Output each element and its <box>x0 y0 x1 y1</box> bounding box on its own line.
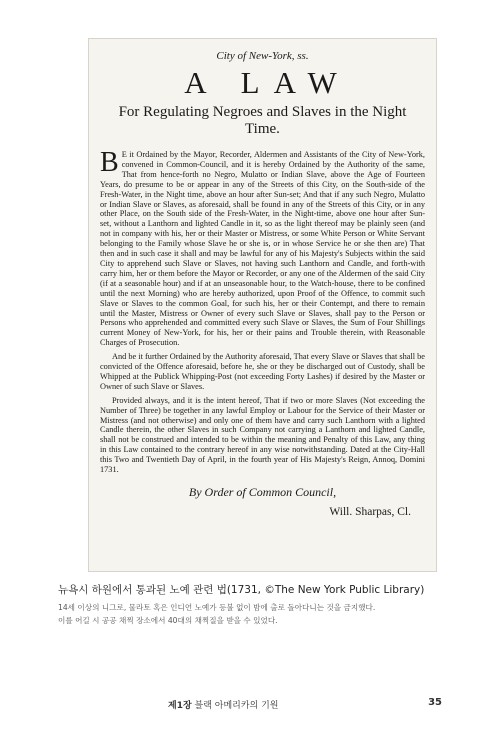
figure-note-line-1: 14세 이상의 니그로, 물라토 혹은 인디언 노예가 등불 없이 밤에 출로 돌아다니는 것을 금지했다. <box>58 603 376 612</box>
chapter-heading <box>168 698 279 711</box>
figure-note-line-2: 이를 어길 시 공공 채찍 장소에서 40대의 채찍질을 받을 수 있었다. <box>58 616 278 625</box>
order-line: By Order of Common Council, <box>188 485 337 499</box>
law-document-scan <box>88 38 437 572</box>
drop-cap: B <box>100 147 119 178</box>
paragraph-3: Provided always, and it is the intent hereof, That if two or more Slaves (Not exceeding the Number of Three) be together in any lawful Employ or Labour for the Service of their Master or Mistress (and not otherwise) and only one of them have and carry such Lanthorn with a lighted Candle therein, the other Slaves in such Company not carrying a Lanthorn and lighted Candle, shall not be construed and intended to be within the meaning and Penalty of this Law, any thing in this Law contained to the contrary hereof in any wise notwithstanding. Dated at the City-Hall this Two and Twentieth Day of April, in the fourth year of His Majesty's Reign, Annoq, Domini 1731. <box>100 395 425 475</box>
paragraph-1-text: E it Ordained by the Mayor, Recorder, Aldermen and Assistants of the City of New-York, convened in Common-Council, and it is hereby Ordained by the Authority of the same, That from hence-forth no Negro, Mulatto or Indian Slave, above the Age of Fourteen Years, do presume to be or appear in any of the Streets of this City, on the South-side of the Fresh-Water, in the Night time, above an hour after Sun-set; And that if any such Negro, Mulatto or Indian Slave or Slaves, as aforesaid, shall be found in any of the Streets of this City, or in any other Place, on the South side of the Fresh-Water, in the Night-time, above one hour after Sun-set, without a Lanthorn and lighted Candle in it, so as the light thereof may be plainly seen (and not in company with his, her or their Master or Mistress, or some White Person or White Servant belonging to the Family whose Slave he or she is, or in whose Service he or she then are) That then and in such case it shall and may be lawful for any of his Majesty's Subjects within the said City to apprehend such Slave or Slaves, not having such Lanthorn and Candle, and forth-with carry him, her or them before the Mayor or Recorder, or any one of the Aldermen of the said City (if at a seasonable hour) and if at an unseasonable hour, to the Watch-house, there to be confined until the next Morning) who are hereby authorized, upon Proof of the Offence, to commit such Slave or Slaves to the common Goal, for such his, her or their Contempt, and there to remain until the Master, Mistress or Owner of every such Slave or Slaves, shall pay to the Person or Persons who apprehended and committed every such Slave or Slaves, the Sum of Four Shillings current Money of New-York, for his, her or their pains and Trouble therein, with Reasonable Charges of Prosecution. <box>100 150 425 348</box>
chapter-title: 블랙 아메리카의 기원 <box>194 701 279 711</box>
document-title: A LAW <box>184 65 351 100</box>
city-line: City of New-York, ss. <box>216 50 309 62</box>
chapter-number: 제1장 <box>168 701 192 711</box>
paragraph-2: And be it further Ordained by the Authority aforesaid, That every Slave or Slaves that shall be convicted of the Offence aforesaid, before he, she or they be discharged out of Custody, shall be Whipped at the Publick Whipping-Post (not exceeding Forty Lashes) if desired by the Master or Owner of such Slave or Slaves. <box>100 352 425 391</box>
page-number: 35 <box>428 697 442 708</box>
figure-note <box>58 601 468 627</box>
signature-line: Will. Sharpas, Cl. <box>329 506 411 518</box>
document-subtitle: For Regulating Negroes and Slaves in the Night Time. <box>118 104 407 137</box>
paragraph-1 <box>100 147 425 348</box>
document-body <box>100 147 425 475</box>
page-footer <box>0 698 500 716</box>
figure-caption: 뉴욕시 하원에서 통과된 노예 관련 법(1731, ©The New York Public Library) <box>58 584 425 596</box>
